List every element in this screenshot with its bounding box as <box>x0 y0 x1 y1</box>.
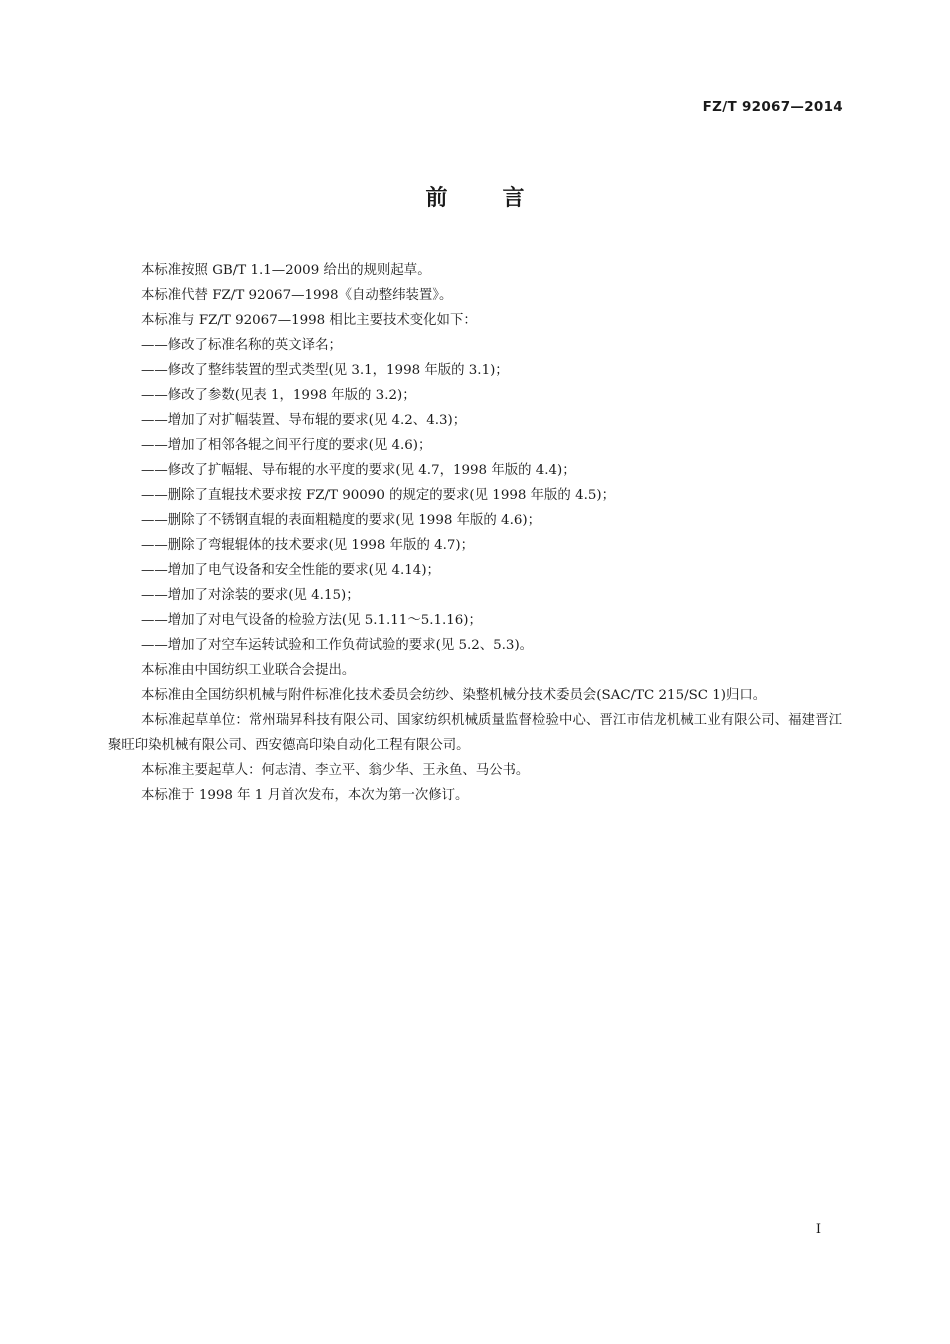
change-item: ——增加了对电气设备的检验方法(见 5.1.11～5.1.16)； <box>141 613 482 628</box>
change-item: ——删除了不锈钢直辊的表面粗糙度的要求(见 1998 年版的 4.6)； <box>141 513 541 528</box>
change-item: ——修改了扩幅辊、导布辊的水平度的要求(见 4.7，1998 年版的 4.4)； <box>141 463 576 478</box>
change-item: ——删除了弯辊辊体的技术要求(见 1998 年版的 4.7)； <box>141 538 475 553</box>
change-item: ——增加了电气设备和安全性能的要求(见 4.14)； <box>141 563 440 578</box>
paragraph-replaces: 本标准代替 FZ/T 92067—1998《自动整纬装置》。 <box>141 288 453 303</box>
change-item: ——增加了对空车运转试验和工作负荷试验的要求(见 5.2、5.3)。 <box>141 638 534 653</box>
paragraph-drafting-rules: 本标准按照 GB/T 1.1—2009 给出的规则起草。 <box>141 263 431 278</box>
document-code: FZ/T 92067—2014 <box>702 99 843 115</box>
paragraph-drafters: 本标准主要起草人：何志清、李立平、翁少华、王永鱼、马公书。 <box>141 763 530 778</box>
page-title: 前言 <box>425 186 580 211</box>
change-item: ——增加了对扩幅装置、导布辊的要求(见 4.2、4.3)； <box>141 413 467 428</box>
paragraph-proposed-by: 本标准由中国纺织工业联合会提出。 <box>141 663 356 678</box>
foreword-body <box>108 258 842 808</box>
change-item: ——修改了标准名称的英文译名； <box>141 338 342 353</box>
paragraph-release-history: 本标准于 1998 年 1 月首次发布，本次为第一次修订。 <box>141 788 469 803</box>
change-item: ——增加了相邻各辊之间平行度的要求(见 4.6)； <box>141 438 432 453</box>
change-item: ——修改了参数(见表 1，1998 年版的 3.2)； <box>141 388 416 403</box>
change-item: ——修改了整纬装置的型式类型(见 3.1，1998 年版的 3.1)； <box>141 363 509 378</box>
paragraph-changes-intro: 本标准与 FZ/T 92067—1998 相比主要技术变化如下： <box>141 313 477 328</box>
paragraph-drafting-units: 本标准起草单位：常州瑞昇科技有限公司、国家纺织机械质量监督检验中心、晋江市佶龙机械工业有限公司、福建晋江聚旺印染机械有限公司、西安德高印染自动化工程有限公司。 <box>108 713 842 753</box>
change-item: ——删除了直辊技术要求按 FZ/T 90090 的规定的要求(见 1998 年版的 4.5)； <box>141 488 615 503</box>
change-item: ——增加了对涂装的要求(见 4.15)； <box>141 588 360 603</box>
page-number: I <box>815 1222 821 1237</box>
paragraph-centralized-by: 本标准由全国纺织机械与附件标准化技术委员会纺纱、染整机械分技术委员会(SAC/TC 215/SC 1)归口。 <box>141 688 767 703</box>
